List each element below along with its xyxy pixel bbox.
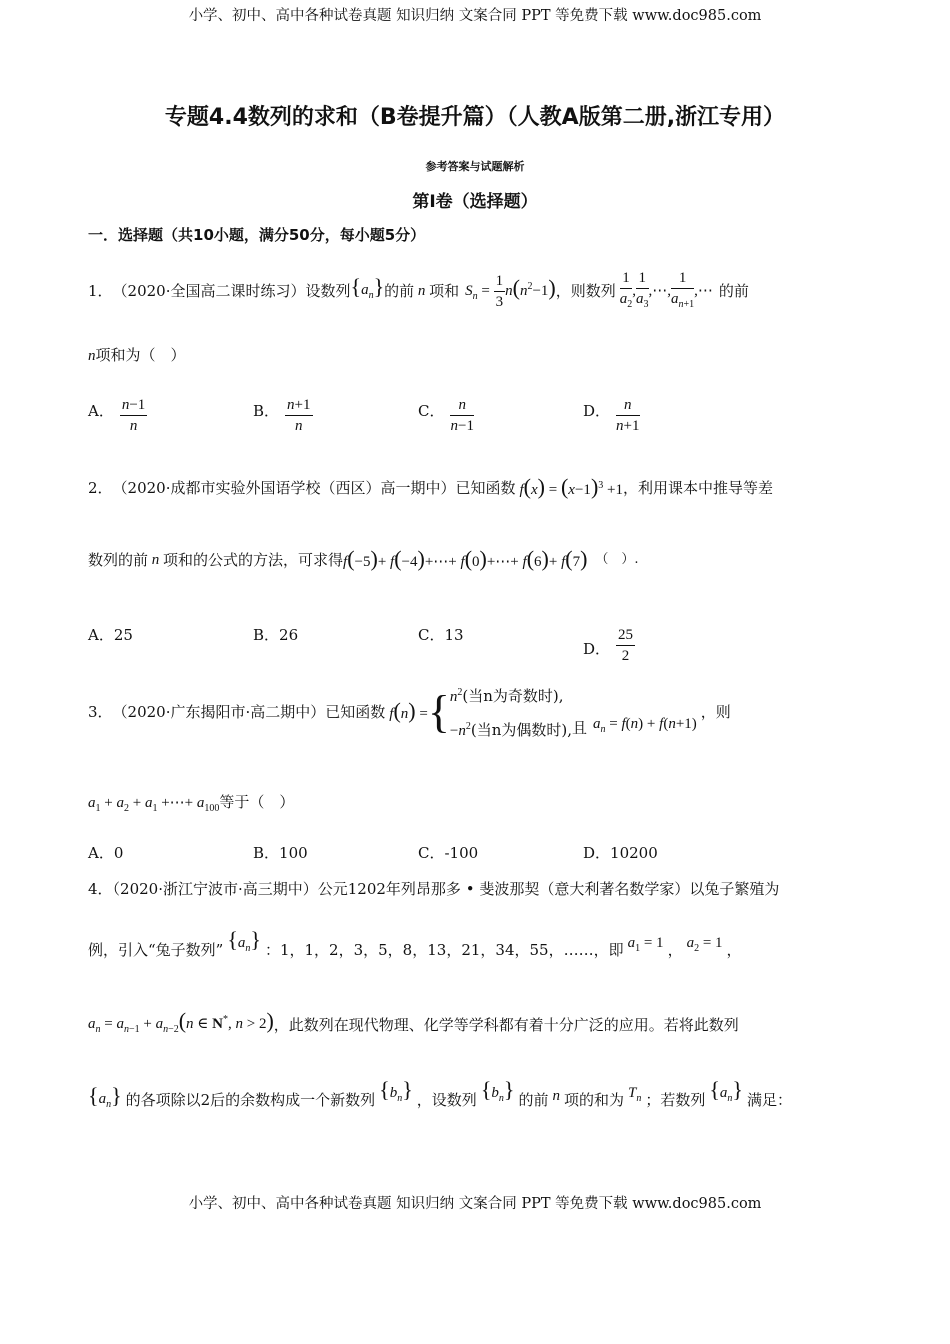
question-1: 1． （2020·全国高二课时练习）设数列 $\{a_n\}$ 的前 n 项和 $S_n$ = $\frac{1}{3}$ $n(n^2-1)$ ，则数列 $\frac{1}{a_2}$ , $\frac{1}{a_3}$ ,⋯, $\frac{1}{a_{n+1}}$ ,⋯ 的前: [88, 262, 749, 320]
q3-option-d[interactable]: D．10200: [583, 844, 658, 862]
q1-sum-formula: $S_n$ = $\frac{1}{3}$ $n(n^2-1)$: [465, 272, 556, 310]
question-2: [88, 470, 773, 506]
section-heading: 一．选择题（共10小题，满分50分，每小题5分）: [88, 226, 426, 244]
q1-option-a[interactable]: A． $\frac{n-1}{n}$: [88, 397, 146, 434]
page-title: 专题4.4数列的求和（B卷提升篇）（人教A版第二册,浙江专用）: [164, 105, 786, 130]
q3-sum-expression: $a_1 + a_2 + a_1$ +⋯+ $a_{100}$: [88, 795, 220, 814]
q3-piecewise: f(n) =: [389, 697, 428, 723]
q3-text: ，则: [700, 703, 731, 721]
q4-recurrence: $a_n = a_{n-1} + a_{n-2}(n$ ∈ N*, n > 2): [88, 1008, 274, 1035]
q4-text: ，: [726, 941, 742, 959]
subtitle: 参考答案与试题解析: [425, 160, 525, 173]
question-4: 4．（2020·浙江宁波市·高三期中）公元1202年列昂那多 • 斐波那契（意大利著名数学家）以兔子繁殖为: [88, 880, 780, 898]
q1-source: （2020·全国高二课时练习）设数列: [112, 282, 351, 300]
q4-text: ，: [667, 941, 683, 959]
q2-line2: 数列的前 n 项和的公式的方法，可求得 f(−5)+ f(−4)+⋯+ f(0)+⋯+ f(6)+ f(7) （ ）.: [88, 545, 639, 571]
q2-text: （ ）.: [595, 552, 639, 567]
q1-text: 项和: [429, 282, 460, 300]
q4-text: 项的和为: [563, 1091, 624, 1109]
q2-option-d[interactable]: D． $\frac{25}{2}$: [583, 627, 634, 664]
q1-options: [88, 380, 648, 434]
q4-text: ，设数列: [416, 1091, 477, 1109]
q1-option-b[interactable]: B． $\frac{n+1}{n}$: [253, 397, 311, 434]
q4-text: ：1，1，2，3，5，8，13，21，34，55，……，即: [264, 941, 624, 959]
q2-number: 2．: [88, 479, 113, 497]
q4-line4: $\{a_n\}$ 的各项除以2后的余数构成一个新数列 $\{b_n\}$ ，设数列 $\{b_n\}$ 的前 n 项的和为 $T_n$ ；若数列 $\{a_n\}$ 满足：: [88, 1076, 792, 1110]
q3-cases: $n^2$(当n为奇数时), $-n^2$(当n为偶数时),: [449, 687, 573, 739]
page-header: 小学、初中、高中各种试卷真题 知识归纳 文案合同 PPT 等免费下载 www.doc985.com: [188, 8, 762, 24]
q3-text: 且: [572, 719, 588, 737]
page-footer: 小学、初中、高中各种试卷真题 知识归纳 文案合同 PPT 等免费下载 www.doc985.com: [188, 1196, 762, 1212]
q1-text: ，则数列: [555, 282, 616, 300]
q1-text: 的前: [718, 282, 749, 300]
q2-text: ，利用课本中推导等差: [622, 479, 773, 497]
q4-text: 例，引入“兔子数列”: [88, 941, 224, 959]
q2-option-c[interactable]: C．13: [418, 626, 464, 644]
q4-line2: 例，引入“兔子数列” $\{a_n\}$ ：1，1，2，3，5，8，13，21，34，55，……，即 $a_1 = 1$ ， $a_2 = 1$ ，: [88, 926, 742, 959]
q4-text: 的前: [518, 1091, 549, 1109]
volume-heading: 第Ⅰ卷（选择题）: [412, 192, 538, 212]
q3-text: 等于（ ）: [219, 793, 295, 811]
q3-option-c[interactable]: C．-100: [418, 844, 479, 862]
q2-option-a[interactable]: A．25: [88, 626, 133, 644]
q3-options: [88, 843, 708, 867]
q1-reciprocal-seq: $\frac{1}{a_2}$ , $\frac{1}{a_3}$ ,⋯, $\frac{1}{a_{n+1}}$ ,⋯: [619, 269, 713, 310]
q4-text: 满足：: [746, 1091, 792, 1109]
q3-option-b[interactable]: B．100: [253, 844, 308, 862]
q1-option-c[interactable]: C． $\frac{n}{n-1}$: [418, 397, 474, 434]
q3-an-formula: $a_n = f(n) + f(n+1)$: [593, 716, 697, 735]
q3-number: 3．: [88, 703, 113, 721]
q2-function: $f(x) = (x-1)^3 +1$: [519, 474, 623, 499]
q3-option-a[interactable]: A．0: [88, 844, 124, 862]
q2-text: 数列的前: [88, 551, 149, 569]
q2-sum-expression: f(−5)+ f(−4)+⋯+ f(0)+⋯+ f(6)+ f(7): [343, 545, 588, 571]
q4-text: 的各项除以2后的余数构成一个新数列: [125, 1091, 376, 1109]
q4-text: ；若数列: [645, 1091, 706, 1109]
q3-line2: [88, 792, 294, 819]
q2-options: [88, 600, 648, 664]
q4-text: ，此数列在现代物理、化学等学科都有着十分广泛的应用。若将此数列: [273, 1016, 739, 1034]
question-3: [88, 680, 731, 744]
brace-icon: {: [427, 686, 450, 737]
q1-text: 项和为（ ）: [95, 346, 186, 364]
q2-text: 项和的公式的方法，可求得: [163, 551, 344, 569]
q2-option-b[interactable]: B．26: [253, 626, 299, 644]
q4-line3: [88, 1005, 739, 1045]
q1-number: 1．: [88, 282, 113, 300]
q1-text: 的前: [384, 282, 415, 300]
q2-source: （2020·成都市实验外国语学校（西区）高一期中）已知函数: [112, 479, 516, 497]
q1-option-d[interactable]: D． $\frac{n}{n+1}$: [583, 397, 640, 434]
q1-line2: n项和为（ ）: [88, 346, 186, 364]
q3-source: （2020·广东揭阳市·高二期中）已知函数: [112, 703, 386, 721]
q1-seq-an: $\{a_n\}$: [350, 273, 385, 301]
